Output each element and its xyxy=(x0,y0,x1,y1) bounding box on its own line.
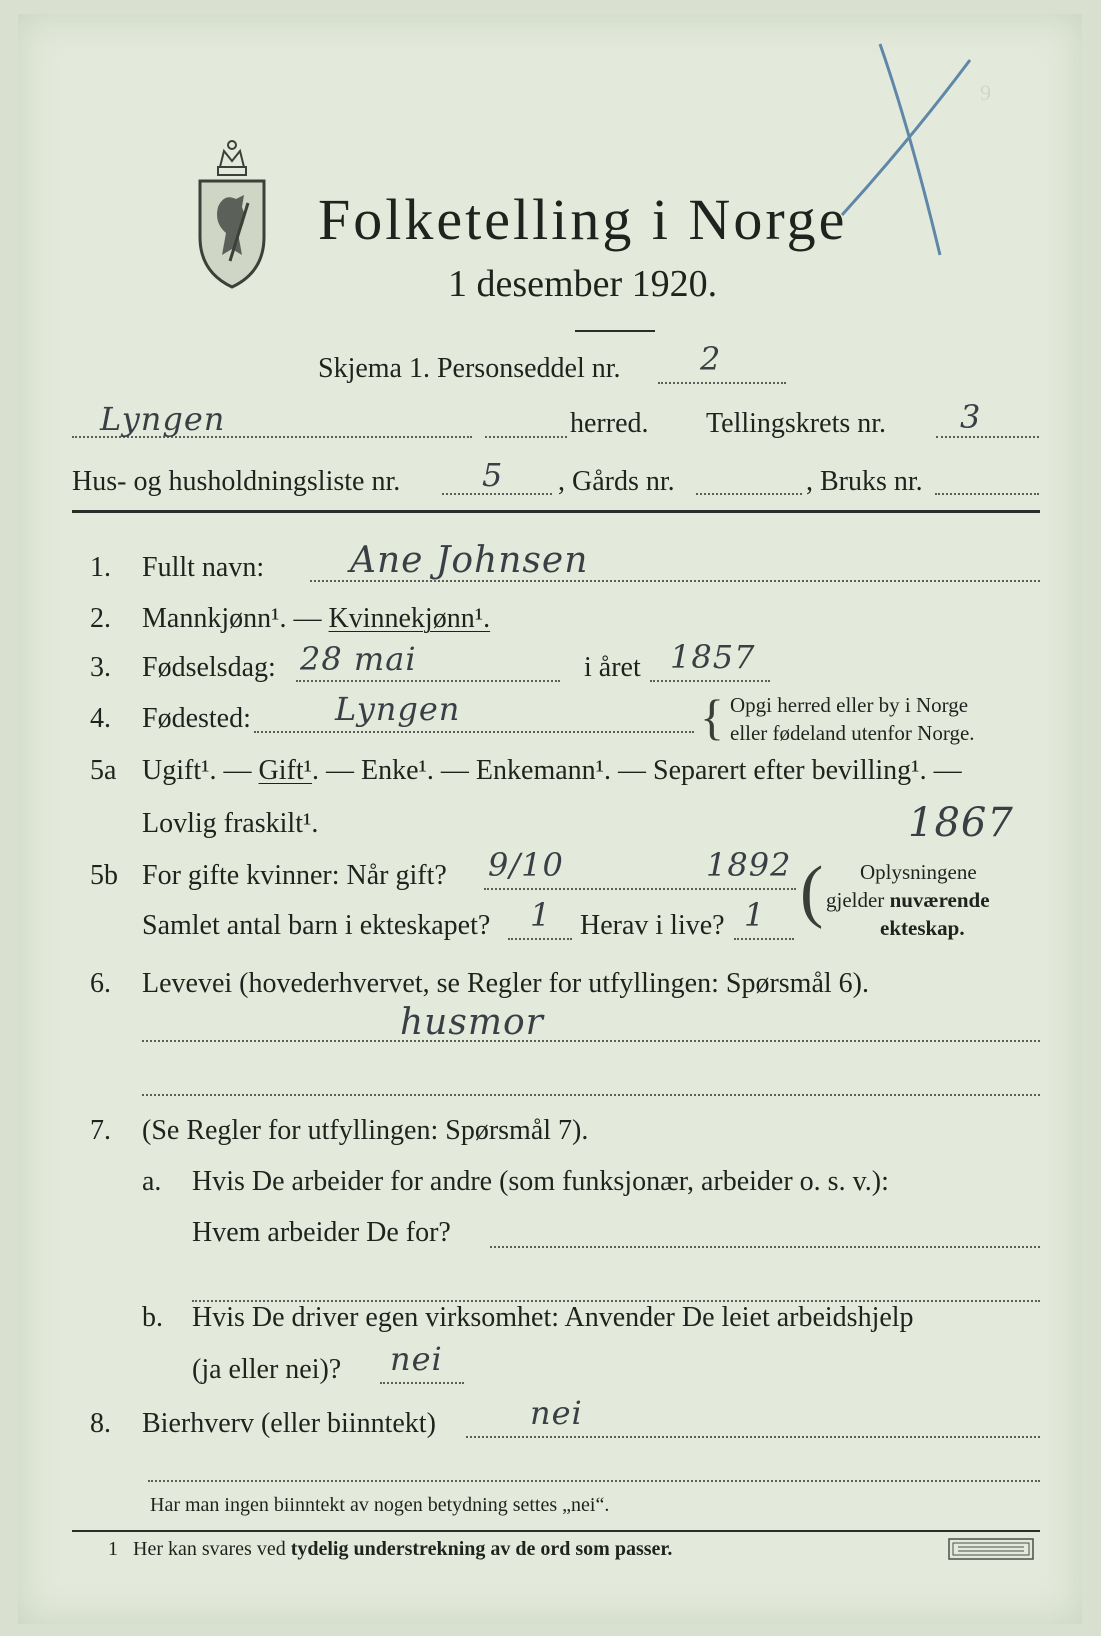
q5b-children-label: Samlet antal barn i ekteskapet? xyxy=(142,910,491,941)
printer-stamp xyxy=(948,1538,1034,1560)
q3-label: Fødselsdag: xyxy=(142,652,276,683)
q4-note-2: eller fødeland utenfor Norge. xyxy=(730,721,975,745)
herred-value: Lyngen xyxy=(100,400,226,438)
gards-line xyxy=(696,493,802,495)
q4-line xyxy=(254,731,694,733)
q5b-alive-label: Herav i live? xyxy=(580,910,725,941)
q4-number: 4. xyxy=(90,703,111,734)
personseddel-line xyxy=(658,382,786,384)
q3-year-line xyxy=(650,680,770,682)
q5b-line xyxy=(484,888,796,890)
q7a-question: Hvem arbeider De for? xyxy=(192,1217,451,1248)
q5b-married-year: 1892 xyxy=(706,846,792,884)
footer-rule xyxy=(72,1530,1040,1532)
q5b-children-line xyxy=(508,938,572,940)
q5b-bracket: ( xyxy=(800,853,824,930)
q2-label: Mannkjønn¹. — Kvinnekjønn¹. xyxy=(142,603,491,634)
q5b-alive-line xyxy=(734,938,794,940)
q7b-letter: b. xyxy=(142,1302,163,1333)
q4-brace: { xyxy=(700,689,724,745)
q2-number: 2. xyxy=(90,603,111,634)
q8-line-2 xyxy=(148,1480,1040,1482)
q5b-married-date: 9/10 xyxy=(488,846,564,884)
herred-label: herred. xyxy=(570,408,649,439)
q7a-letter: a. xyxy=(142,1166,162,1197)
q5b-note-2: gjelder nuværende xyxy=(826,888,990,912)
bruks-line xyxy=(935,493,1039,495)
bruks-label: , Bruks nr. xyxy=(806,466,923,497)
q6-label: Levevei (hovederhvervet, se Regler for utfyllingen: Spørsmål 6). xyxy=(142,968,869,999)
q8-number: 8. xyxy=(90,1408,111,1439)
q4-note-1: Opgi herred eller by i Norge xyxy=(730,693,969,717)
q7-number: 7. xyxy=(90,1115,111,1146)
q5b-number: 5b xyxy=(90,860,118,891)
q3-year-label: i året xyxy=(584,652,641,683)
gards-label: , Gårds nr. xyxy=(558,466,675,497)
q7b-line xyxy=(380,1382,464,1384)
q5b-children-value: 1 xyxy=(530,896,552,934)
personseddel-value: 2 xyxy=(700,340,722,378)
q6-line-2 xyxy=(142,1094,1040,1096)
q5b-note-3: ekteskap. xyxy=(880,916,965,940)
q7a-line-1 xyxy=(490,1246,1040,1248)
crayon-x-mark xyxy=(840,40,990,270)
q3-date-line xyxy=(296,680,560,682)
q8-label: Bierhverv (eller biinntekt) xyxy=(142,1408,436,1439)
form-date: 1 desember 1920. xyxy=(448,263,718,305)
tellingskrets-label: Tellingskrets nr. xyxy=(706,408,887,439)
tellingskrets-line xyxy=(936,436,1039,438)
husholdningsliste-label: Hus- og husholdningsliste nr. xyxy=(72,466,401,497)
q7b-question: (ja eller nei)? xyxy=(192,1354,342,1385)
coat-of-arms-icon xyxy=(192,137,272,292)
q3-number: 3. xyxy=(90,652,111,683)
header-rule xyxy=(72,510,1040,513)
q7b-text: Hvis De driver egen virksomhet: Anvender De leiet arbeidshjelp xyxy=(192,1302,914,1333)
herred-line-b xyxy=(485,436,567,438)
schema-label: Skjema 1. Personseddel nr. xyxy=(318,353,621,384)
q8-line-1 xyxy=(466,1436,1040,1438)
title-divider xyxy=(575,330,655,332)
q6-number: 6. xyxy=(90,968,111,999)
q8-value: nei xyxy=(530,1394,583,1432)
q1-number: 1. xyxy=(90,552,111,583)
q6-value: husmor xyxy=(400,1002,544,1043)
q5b-note-1: Oplysningene xyxy=(860,860,977,884)
q4-value: Lyngen xyxy=(335,690,461,728)
footer-note: Har man ingen biinntekt av nogen betydning settes „nei“. xyxy=(150,1494,610,1516)
q7-label: (Se Regler for utfyllingen: Spørsmål 7). xyxy=(142,1115,589,1146)
bleed-through-text: 9 xyxy=(980,80,991,105)
q7b-value: nei xyxy=(390,1340,443,1378)
q7a-text: Hvis De arbeider for andre (som funksjonær, arbeider o. s. v.): xyxy=(192,1166,889,1197)
form-title: Folketelling i Norge xyxy=(318,187,848,252)
footnote: 1 Her kan svares ved tydelig understrekning av de ord som passer. xyxy=(108,1538,673,1560)
q3-date-value: 28 mai xyxy=(300,640,417,678)
q5b-label: For gifte kvinner: Når gift? xyxy=(142,860,447,891)
q5a-number: 5a xyxy=(90,755,117,786)
q5b-alive-value: 1 xyxy=(744,896,766,934)
margin-year-value: 1867 xyxy=(908,800,1014,846)
q1-value: Ane Johnsen xyxy=(350,540,589,581)
tellingskrets-value: 3 xyxy=(960,398,982,436)
husholdningsliste-value: 5 xyxy=(482,456,504,494)
q5a-options-line2: Lovlig fraskilt¹. xyxy=(142,808,319,839)
q3-year-value: 1857 xyxy=(670,638,756,676)
q5a-options: Ugift¹. — Gift¹. — Enke¹. — Enkemann¹. — Separert efter bevilling¹. — xyxy=(142,755,962,786)
q6-line-1 xyxy=(142,1040,1040,1042)
q1-label: Fullt navn: xyxy=(142,552,265,583)
q4-label: Fødested: xyxy=(142,703,251,734)
